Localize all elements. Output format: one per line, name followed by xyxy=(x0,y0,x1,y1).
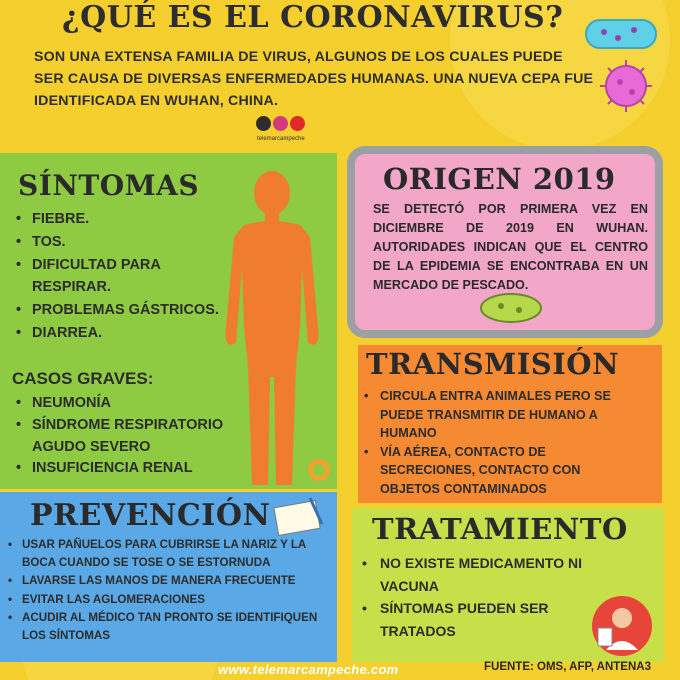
transmision-panel xyxy=(358,345,662,503)
virus-illustration-icon xyxy=(578,6,670,116)
tratamiento-panel xyxy=(352,508,664,662)
source-text: FUENTE: OMS, AFP, ANTENA3 xyxy=(484,661,651,673)
transmision-heading: TRANSMISIÓN xyxy=(366,347,620,381)
youtube-icon[interactable] xyxy=(290,116,305,131)
social-icons xyxy=(256,116,305,131)
list-item: • ACUDIR AL MÉDICO TAN PRONTO SE IDENTIFIQUEN LOS SÍNTOMAS xyxy=(6,609,324,645)
origen-panel xyxy=(347,146,663,338)
human-body-icon xyxy=(210,167,330,489)
list-item: • LAVARSE LAS MANOS DE MANERA FRECUENTE xyxy=(6,572,324,590)
sintomas-panel xyxy=(0,153,337,489)
social-handle: telemarcampeche xyxy=(257,136,305,142)
list-item: • SÍNTOMAS PUEDEN SER TRATADOS xyxy=(360,597,610,642)
transmision-list xyxy=(362,387,632,498)
document-pencil-icon xyxy=(270,494,330,538)
list-item: • CIRCULA ENTRA ANIMALES PERO SE PUEDE TRANSMITIR DE HUMANO A HUMANO xyxy=(362,387,632,443)
prevencion-list xyxy=(6,536,324,645)
origen-text: SE DETECTÓ POR PRIMERA VEZ EN DICIEMBRE DE 2019 EN WUHAN. AUTORIDADES INDICAN QUE EL CENTRO DE LA EPIDEMIA SE ENCONTRABA EN UN MERCADO DE PESCADO. xyxy=(373,202,648,292)
origen-heading: ORIGEN 2019 xyxy=(383,162,616,196)
tratamiento-list xyxy=(360,552,610,642)
instagram-icon[interactable] xyxy=(273,116,288,131)
sintomas-heading: SÍNTOMAS xyxy=(18,169,200,202)
list-item: • INSUFICIENCIA RENAL xyxy=(14,458,254,480)
list-item: • PROBLEMAS GÁSTRICOS. xyxy=(14,299,234,322)
bacteria-icon xyxy=(471,286,551,330)
website-link[interactable]: www.telemarcampeche.com xyxy=(218,662,399,677)
logo-icon xyxy=(306,457,332,483)
intro-text: SON UNA EXTENSA FAMILIA DE VIRUS, ALGUNOS DE LOS CUALES PUEDE SER CAUSA DE DIVERSAS ENFERMEDADES HUMANAS. UNA NUEVA CEPA FUE IDENTIFICADA EN WUHAN, CHINA. xyxy=(34,49,594,109)
sintomas-list xyxy=(14,208,234,345)
doctor-icon xyxy=(590,594,654,658)
tratamiento-heading: TRATAMIENTO xyxy=(372,512,628,546)
list-item: • SÍNDROME RESPIRATORIO AGUDO SEVERO xyxy=(14,415,254,459)
casos-graves-heading: CASOS GRAVES: xyxy=(12,369,154,388)
list-item: • TOS. xyxy=(14,231,234,254)
list-item: • DIARREA. xyxy=(14,322,234,345)
list-item: • NO EXISTE MEDICAMENTO NI VACUNA xyxy=(360,552,610,597)
list-item: • FIEBRE. xyxy=(14,208,234,231)
list-item: • USAR PAÑUELOS PARA CUBRIRSE LA NARIZ Y LA BOCA CUANDO SE TOSE O SE ESTORNUDA xyxy=(6,536,324,572)
prevencion-heading: PREVENCIÓN xyxy=(30,498,271,533)
list-item: • VÍA AÉREA, CONTACTO DE SECRECIONES, CONTACTO CON OBJETOS CONTAMINADOS xyxy=(362,443,632,499)
list-item: • EVITAR LAS AGLOMERACIONES xyxy=(6,591,324,609)
prevencion-panel xyxy=(0,492,337,662)
page-title: ¿QUÉ ES EL CORONAVIRUS? xyxy=(62,0,564,35)
facebook-icon[interactable] xyxy=(256,116,271,131)
list-item: • DIFICULTAD PARA RESPIRAR. xyxy=(14,254,182,300)
list-item: • NEUMONÍA xyxy=(14,393,254,415)
